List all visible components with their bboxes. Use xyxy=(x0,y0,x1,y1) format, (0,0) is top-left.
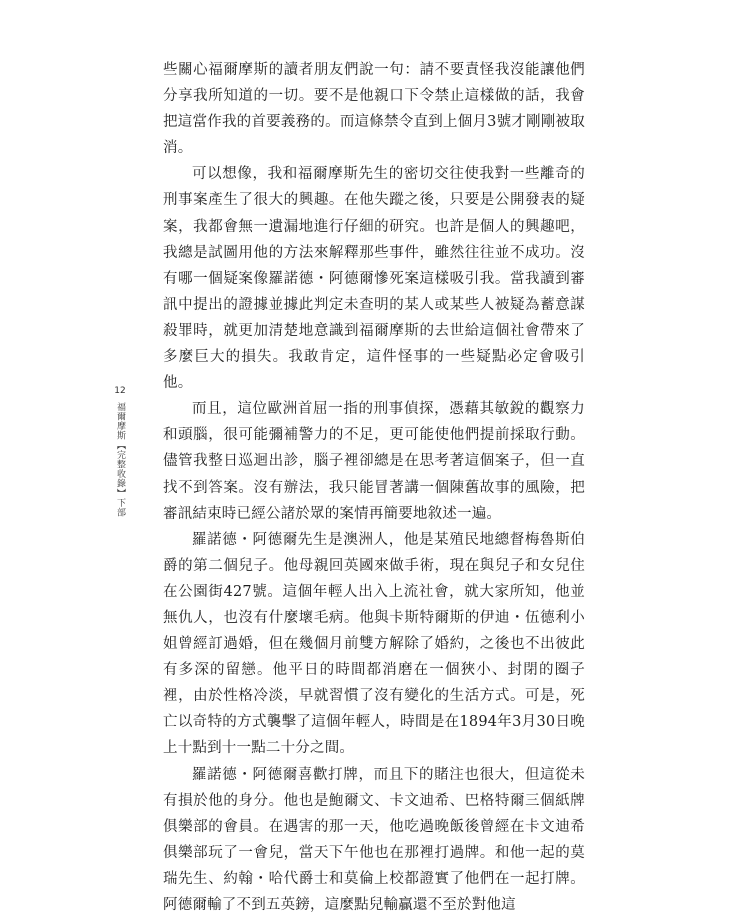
paragraph: 些關心福爾摩斯的讀者朋友們說一句：請不要責怪我沒能讓他們分享我所知道的一切。要不是他親口下令禁止這樣做的話，我會把這當作我的首要義務的。而這條禁令直到上個月3號才剛剛被取消。 xyxy=(163,62,585,157)
margin-header xyxy=(113,386,127,517)
running-title: 福爾摩斯【完整收錄】下部 xyxy=(115,402,125,518)
paragraph: 羅諾德・阿德爾先生是澳洲人，他是某殖民地總督梅魯斯伯爵的第二個兒子。他母親回英國來做手術，現在與兒子和女兒住在公園街427號。這個年輕人出入上流社會，就大家所知，他並無仇人，也沒有什麼壞毛病。他與卡斯特爾斯的伊迪・伍德利小姐曾經訂過婚，但在幾個月前雙方解除了婚約，之後也不出彼此有多深的留戀。他平日的時間都消磨在一個狹小、封閉的圈子裡，由於性格冷淡，早就習慣了沒有變化的生活方式。可是，死亡以奇特的方式襲擊了這個年輕人，時間是在1894年3月30日晚上十點到十一點二十分之間。 xyxy=(163,531,585,757)
page-number: 12 xyxy=(114,386,126,396)
paragraph: 而且，這位歐洲首屈一指的刑事偵探，憑藉其敏銳的觀察力和頭腦，很可能彌補警力的不足，更可能使他們提前採取行動。儘管我整日巡迴出診，腦子裡卻總是在思考著這個案子，但一直找不到答案。沒有辦法，我只能冒著講一個陳舊故事的風險，把審訊結束時已經公諸於眾的案情再簡要地敘述一遍。 xyxy=(163,401,585,522)
paragraph: 羅諾德・阿德爾喜歡打牌，而且下的賭注也很大，但這從未有損於他的身分。他也是鮑爾文、卡文迪希、巴格特爾三個紙牌俱樂部的會員。在遇害的那一天，他吃過晚飯後曾經在卡文迪希俱樂部玩了一會兒，當天下午他也在那裡打過牌。和他一起的莫瑞先生、約翰・哈代爵士和莫倫上校都證實了他們在一起打牌。阿德爾輸了不到五英鎊，這麼點兒輸贏還不至於對他這 xyxy=(163,766,585,913)
paragraph: 可以想像，我和福爾摩斯先生的密切交往使我對一些離奇的刑事案產生了很大的興趣。在他失蹤之後，只要是公開發表的疑案，我都會無一遺漏地進行仔細的研究。也許是個人的興趣吧，我總是試圖用他的方法來解釋那些事件，雖然往往並不成功。沒有哪一個疑案像羅諾德・阿德爾慘死案這樣吸引我。當我讀到審訊中提出的證據並據此判定未查明的某人或某些人被疑為蓄意謀殺罪時，就更加清楚地意識到福爾摩斯的去世給這個社會帶來了多麼巨大的損失。我敢肯定，這件怪事的一些疑點必定會吸引他。 xyxy=(163,166,585,392)
body-text xyxy=(163,57,585,918)
